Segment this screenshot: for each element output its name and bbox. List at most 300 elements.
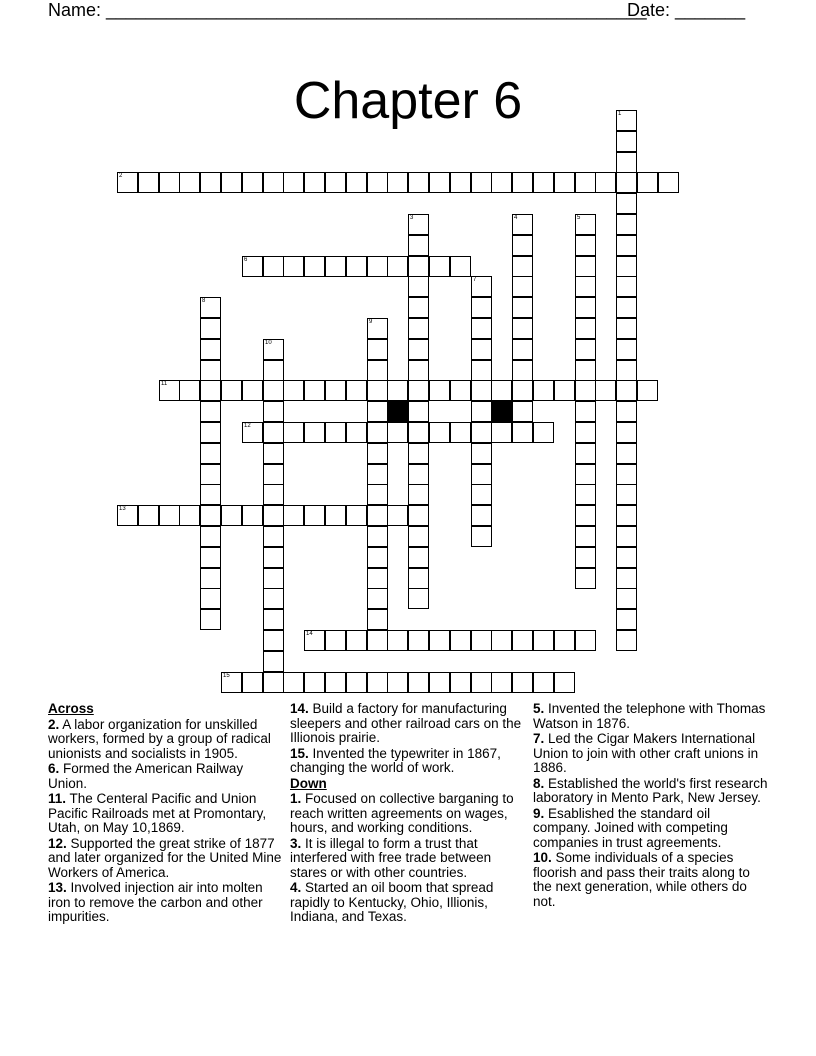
grid-cell[interactable] <box>616 318 637 339</box>
grid-cell[interactable] <box>408 505 429 526</box>
grid-cell[interactable] <box>367 339 388 360</box>
grid-cell[interactable] <box>367 630 388 651</box>
clue-number-label: 2 <box>119 173 123 179</box>
grid-cell[interactable] <box>242 672 263 693</box>
grid-cell[interactable] <box>304 630 325 651</box>
grid-cell[interactable] <box>616 110 637 131</box>
grid-cell[interactable] <box>200 609 221 630</box>
grid-cell[interactable] <box>512 380 533 401</box>
grid-cell[interactable] <box>512 235 533 256</box>
grid-cell[interactable] <box>512 401 533 422</box>
grid-cell[interactable] <box>242 422 263 443</box>
clue-number-label: 1 <box>618 111 622 117</box>
grid-cell[interactable] <box>512 360 533 381</box>
grid-cell[interactable] <box>512 339 533 360</box>
grid-cell[interactable] <box>575 339 596 360</box>
clue-text: Focused on collective barganing to reach written agreements on wages, hours, and working conditions. <box>290 791 514 835</box>
grid-cell[interactable] <box>200 568 221 589</box>
grid-cell[interactable] <box>616 505 637 526</box>
grid-cell[interactable] <box>263 588 284 609</box>
grid-cell[interactable] <box>512 672 533 693</box>
grid-cell[interactable] <box>367 401 388 422</box>
grid-cell[interactable] <box>221 380 242 401</box>
grid-cell[interactable] <box>200 339 221 360</box>
clue-text: Supported the great strike of 1877 and later organized for the United Mine Workers of America. <box>48 835 282 880</box>
grid-cell[interactable] <box>367 505 388 526</box>
grid-cell[interactable] <box>263 380 284 401</box>
grid-cell[interactable] <box>575 401 596 422</box>
clue-text: Esablished the standard oil company. Joined with competing companies in trust agreements. <box>533 805 728 850</box>
grid-cell[interactable] <box>242 505 263 526</box>
grid-cell[interactable] <box>367 609 388 630</box>
clue-number-label: 3 <box>410 215 414 221</box>
grid-cell[interactable] <box>325 630 346 651</box>
clue-across-12 <box>48 837 283 881</box>
clue-down-9 <box>533 807 768 851</box>
grid-cell[interactable] <box>471 380 492 401</box>
grid-cell[interactable] <box>533 630 554 651</box>
grid-cell[interactable] <box>138 505 159 526</box>
clue-down-4 <box>290 881 525 925</box>
grid-cell[interactable] <box>408 256 429 277</box>
grid-cell[interactable] <box>200 380 221 401</box>
grid-cell[interactable] <box>263 630 284 651</box>
grid-cell[interactable] <box>554 380 575 401</box>
grid-cell[interactable] <box>450 630 471 651</box>
grid-cell[interactable] <box>263 672 284 693</box>
grid-cell[interactable] <box>367 568 388 589</box>
grid-cell[interactable] <box>512 297 533 318</box>
grid-cell[interactable] <box>512 276 533 297</box>
grid-cell[interactable] <box>200 401 221 422</box>
grid-cell[interactable] <box>304 256 325 277</box>
clue-number: 15. <box>290 745 309 761</box>
grid-cell[interactable] <box>325 380 346 401</box>
grid-cell[interactable] <box>200 360 221 381</box>
grid-cell[interactable] <box>429 172 450 193</box>
grid-cell[interactable] <box>429 256 450 277</box>
grid-cell[interactable] <box>408 172 429 193</box>
grid-cell[interactable] <box>263 422 284 443</box>
clue-number: 2. <box>48 716 60 732</box>
grid-cell[interactable] <box>595 172 616 193</box>
grid-cell[interactable] <box>512 214 533 235</box>
grid-cell[interactable] <box>429 630 450 651</box>
clue-number: 14. <box>290 701 309 716</box>
grid-cell[interactable] <box>575 568 596 589</box>
grid-cell[interactable] <box>616 568 637 589</box>
grid-cell[interactable] <box>575 214 596 235</box>
grid-cell[interactable] <box>408 360 429 381</box>
grid-cell[interactable] <box>387 422 408 443</box>
grid-cell[interactable] <box>658 172 679 193</box>
clue-column-3 <box>533 702 768 910</box>
grid-cell[interactable] <box>471 505 492 526</box>
grid-cell[interactable] <box>367 547 388 568</box>
grid-cell[interactable] <box>346 172 367 193</box>
grid-cell[interactable] <box>408 339 429 360</box>
grid-cell[interactable] <box>159 505 180 526</box>
grid-cell[interactable] <box>491 380 512 401</box>
grid-cell[interactable] <box>616 443 637 464</box>
grid-cell[interactable] <box>367 380 388 401</box>
down-heading: Down <box>290 775 327 791</box>
grid-cell[interactable] <box>408 630 429 651</box>
grid-cell[interactable] <box>263 172 284 193</box>
grid-cell[interactable] <box>429 672 450 693</box>
grid-cell[interactable] <box>367 672 388 693</box>
grid-cell[interactable] <box>200 526 221 547</box>
grid-cell[interactable] <box>367 588 388 609</box>
grid-cell[interactable] <box>471 484 492 505</box>
grid-cell[interactable] <box>263 526 284 547</box>
grid-cell[interactable] <box>616 401 637 422</box>
grid-cell[interactable] <box>450 422 471 443</box>
clue-down-10 <box>533 851 768 909</box>
clue-number-label: 15 <box>223 673 230 679</box>
clue-text: Led the Cigar Makers International Union to join with other craft unions in 1886. <box>533 731 759 775</box>
grid-cell[interactable] <box>575 505 596 526</box>
grid-cell[interactable] <box>263 256 284 277</box>
grid-cell[interactable] <box>408 214 429 235</box>
clue-number-label: 14 <box>306 631 313 637</box>
grid-cell[interactable] <box>200 547 221 568</box>
grid-cell[interactable] <box>367 360 388 381</box>
grid-cell[interactable] <box>471 318 492 339</box>
grid-cell[interactable] <box>450 256 471 277</box>
grid-cell[interactable] <box>283 172 304 193</box>
grid-cell[interactable] <box>200 505 221 526</box>
grid-cell[interactable] <box>387 380 408 401</box>
grid-cell[interactable] <box>616 193 637 214</box>
grid-cell[interactable] <box>387 172 408 193</box>
grid-cell[interactable] <box>408 464 429 485</box>
grid-cell[interactable] <box>408 588 429 609</box>
grid-cell[interactable] <box>616 235 637 256</box>
grid-cell[interactable] <box>616 380 637 401</box>
grid-cell[interactable] <box>367 172 388 193</box>
clue-number: 7. <box>533 731 545 746</box>
clue-across-2 <box>48 718 283 762</box>
grid-cell[interactable] <box>408 526 429 547</box>
grid-cell[interactable] <box>471 401 492 422</box>
grid-cell[interactable] <box>471 339 492 360</box>
grid-cell[interactable] <box>387 505 408 526</box>
grid-cell[interactable] <box>512 318 533 339</box>
grid-cell[interactable] <box>616 214 637 235</box>
grid-cell[interactable] <box>616 630 637 651</box>
clue-number-label: 8 <box>202 298 206 304</box>
grid-cell[interactable] <box>471 360 492 381</box>
across-heading: Across <box>48 701 94 716</box>
grid-cell[interactable] <box>263 339 284 360</box>
grid-cell[interactable] <box>346 505 367 526</box>
clue-number-label: 10 <box>265 340 272 346</box>
grid-cell[interactable] <box>179 380 200 401</box>
grid-cell[interactable] <box>283 422 304 443</box>
grid-cell[interactable] <box>200 318 221 339</box>
grid-cell[interactable] <box>616 609 637 630</box>
grid-cell[interactable] <box>304 505 325 526</box>
grid-cell[interactable] <box>387 672 408 693</box>
grid-cell[interactable] <box>512 422 533 443</box>
grid-cell[interactable] <box>616 339 637 360</box>
grid-cell[interactable] <box>200 172 221 193</box>
grid-cell[interactable] <box>533 380 554 401</box>
grid-cell[interactable] <box>575 630 596 651</box>
clue-text: It is illegal to form a trust that interfered with free trade between stares or with other countries. <box>290 835 492 880</box>
grid-cell[interactable] <box>117 172 138 193</box>
grid-cell[interactable] <box>575 380 596 401</box>
name-line[interactable]: Name: ______________________________________________________ <box>48 0 647 20</box>
grid-cell[interactable] <box>616 256 637 277</box>
grid-cell[interactable] <box>138 172 159 193</box>
grid-cell[interactable] <box>304 380 325 401</box>
grid-cell[interactable] <box>575 526 596 547</box>
grid-cell[interactable] <box>200 443 221 464</box>
grid-cell[interactable] <box>179 505 200 526</box>
grid-cell[interactable] <box>325 672 346 693</box>
grid-cell[interactable] <box>221 505 242 526</box>
grid-cell[interactable] <box>408 422 429 443</box>
grid-cell[interactable] <box>450 172 471 193</box>
grid-cell[interactable] <box>637 380 658 401</box>
grid-cell[interactable] <box>575 484 596 505</box>
page-title: Chapter 6 <box>293 71 523 130</box>
grid-cell[interactable] <box>408 443 429 464</box>
grid-cell[interactable] <box>429 422 450 443</box>
grid-cell[interactable] <box>616 422 637 443</box>
grid-cell[interactable] <box>263 464 284 485</box>
clue-down-8 <box>533 777 768 806</box>
grid-cell[interactable] <box>263 505 284 526</box>
clue-down-5 <box>533 702 768 731</box>
clue-column-1 <box>48 702 283 926</box>
grid-cell[interactable] <box>575 172 596 193</box>
grid-cell[interactable] <box>512 256 533 277</box>
grid-cell[interactable] <box>575 297 596 318</box>
grid-cell[interactable] <box>242 380 263 401</box>
grid-cell[interactable] <box>429 380 450 401</box>
grid-cell[interactable] <box>263 484 284 505</box>
grid-cell[interactable] <box>346 672 367 693</box>
grid-cell[interactable] <box>325 422 346 443</box>
clue-number-label: 11 <box>161 381 168 387</box>
grid-cell[interactable] <box>263 568 284 589</box>
grid-cell[interactable] <box>575 422 596 443</box>
grid-cell[interactable] <box>200 588 221 609</box>
grid-cell[interactable] <box>408 568 429 589</box>
grid-cell[interactable] <box>408 276 429 297</box>
grid-cell[interactable] <box>325 172 346 193</box>
grid-cell[interactable] <box>575 464 596 485</box>
grid-cell[interactable] <box>304 422 325 443</box>
grid-cell[interactable] <box>554 172 575 193</box>
clue-text: Formed the American Railway Union. <box>48 761 244 791</box>
grid-cell[interactable] <box>616 172 637 193</box>
grid-cell[interactable] <box>325 256 346 277</box>
grid-cell[interactable] <box>283 672 304 693</box>
grid-cell[interactable] <box>346 380 367 401</box>
grid-cell[interactable] <box>637 172 658 193</box>
grid-cell[interactable] <box>471 630 492 651</box>
grid-cell[interactable] <box>533 422 554 443</box>
grid-cell[interactable] <box>387 630 408 651</box>
grid-cell[interactable] <box>450 672 471 693</box>
clue-number: 10. <box>533 850 552 865</box>
grid-cell[interactable] <box>200 422 221 443</box>
grid-cell[interactable] <box>616 464 637 485</box>
clue-text: Build a factory for manufacturing sleepers and other railroad cars on the Illionois prairie. <box>290 701 522 745</box>
grid-cell[interactable] <box>367 484 388 505</box>
grid-cell[interactable] <box>595 380 616 401</box>
grid-cell[interactable] <box>471 422 492 443</box>
grid-cell[interactable] <box>575 318 596 339</box>
grid-cell[interactable] <box>346 630 367 651</box>
clue-text: Some individuals of a species floorish and pass their traits along to the next generation, while others do not. <box>533 850 750 909</box>
grid-cell[interactable] <box>367 256 388 277</box>
grid-cell[interactable] <box>616 484 637 505</box>
grid-cell[interactable] <box>512 630 533 651</box>
grid-cell[interactable] <box>263 609 284 630</box>
grid-cell[interactable] <box>408 235 429 256</box>
grid-cell[interactable] <box>450 380 471 401</box>
grid-cell[interactable] <box>616 526 637 547</box>
grid-cell[interactable] <box>346 256 367 277</box>
clue-across-14 <box>290 702 525 746</box>
clue-across-11 <box>48 792 283 836</box>
clue-number-label: 13 <box>119 506 126 512</box>
clue-number: 5. <box>533 701 545 716</box>
grid-cell[interactable] <box>221 172 242 193</box>
grid-cell[interactable] <box>408 297 429 318</box>
grid-cell[interactable] <box>491 672 512 693</box>
grid-cell[interactable] <box>408 672 429 693</box>
grid-cell[interactable] <box>367 443 388 464</box>
grid-cell[interactable] <box>200 464 221 485</box>
grid-cell[interactable] <box>242 256 263 277</box>
clue-number: 3. <box>290 835 302 851</box>
clue-number-label: 4 <box>514 215 518 221</box>
grid-cell[interactable] <box>304 672 325 693</box>
grid-cell[interactable] <box>554 630 575 651</box>
clue-text: Invented the telephone with Thomas Watson in 1876. <box>533 701 766 731</box>
grid-cell[interactable] <box>283 380 304 401</box>
grid-cell[interactable] <box>616 360 637 381</box>
grid-cell[interactable] <box>471 276 492 297</box>
grid-cell[interactable] <box>283 256 304 277</box>
grid-cell[interactable] <box>616 297 637 318</box>
grid-cell[interactable] <box>346 422 367 443</box>
clue-number-label: 6 <box>244 257 248 263</box>
grid-cell[interactable] <box>491 172 512 193</box>
grid-cell[interactable] <box>263 360 284 381</box>
grid-cell[interactable] <box>575 235 596 256</box>
grid-cell[interactable] <box>471 526 492 547</box>
clue-column-2 <box>290 702 525 926</box>
grid-cell[interactable] <box>575 360 596 381</box>
grid-cell[interactable] <box>159 172 180 193</box>
grid-cell[interactable] <box>491 422 512 443</box>
grid-cell[interactable] <box>408 484 429 505</box>
grid-cell[interactable] <box>471 672 492 693</box>
grid-cell[interactable] <box>408 380 429 401</box>
clue-number: 12. <box>48 835 67 851</box>
date-line[interactable]: Date: _______ <box>627 0 746 20</box>
grid-cell[interactable] <box>554 672 575 693</box>
grid-cell[interactable] <box>367 464 388 485</box>
grid-cell[interactable] <box>200 297 221 318</box>
grid-cell[interactable] <box>575 256 596 277</box>
grid-cell[interactable] <box>616 131 637 152</box>
grid-cell[interactable] <box>367 526 388 547</box>
grid-cell[interactable] <box>263 547 284 568</box>
grid-cell[interactable] <box>575 443 596 464</box>
clue-number-label: 5 <box>577 215 581 221</box>
clue-number: 11. <box>48 791 67 806</box>
grid-cell[interactable] <box>408 318 429 339</box>
grid-cell[interactable] <box>491 630 512 651</box>
grid-cell[interactable] <box>616 547 637 568</box>
clue-number: 6. <box>48 761 60 776</box>
clue-number: 1. <box>290 791 302 806</box>
grid-cell[interactable] <box>325 505 346 526</box>
grid-cell[interactable] <box>179 172 200 193</box>
grid-cell[interactable] <box>283 505 304 526</box>
grid-cell[interactable] <box>575 547 596 568</box>
grid-cell[interactable] <box>367 422 388 443</box>
grid-cell[interactable] <box>616 276 637 297</box>
grid-cell[interactable] <box>408 547 429 568</box>
clue-across-15 <box>290 747 525 776</box>
grid-cell[interactable] <box>471 443 492 464</box>
clue-across-13 <box>48 881 283 925</box>
grid-cell[interactable] <box>367 318 388 339</box>
clue-text: Established the world's first research laboratory in Mento Park, New Jersey. <box>533 775 768 805</box>
clue-number-label: 9 <box>369 319 373 325</box>
grid-cell[interactable] <box>387 256 408 277</box>
clue-number: 8. <box>533 775 545 791</box>
grid-cell[interactable] <box>616 152 637 173</box>
grid-cell[interactable] <box>221 672 242 693</box>
grid-cell[interactable] <box>533 172 554 193</box>
grid-cell[interactable] <box>159 380 180 401</box>
clue-text: Started an oil boom that spread rapidly to Kentucky, Ohio, Illionis, Indiana, and Texas. <box>290 880 494 924</box>
grid-cell[interactable] <box>575 276 596 297</box>
grid-cell[interactable] <box>263 443 284 464</box>
clue-number: 4. <box>290 880 302 895</box>
clue-down-1 <box>290 792 525 836</box>
grid-cell[interactable] <box>533 672 554 693</box>
grid-cell[interactable] <box>263 401 284 422</box>
grid-cell[interactable] <box>471 172 492 193</box>
clue-number: 13. <box>48 880 67 895</box>
grid-cell[interactable] <box>471 464 492 485</box>
grid-cell[interactable] <box>512 172 533 193</box>
clue-text: Involved injection air into molten iron to remove the carbon and other impurities. <box>48 880 263 924</box>
grid-cell[interactable] <box>200 484 221 505</box>
black-cell <box>491 401 512 422</box>
grid-cell[interactable] <box>408 401 429 422</box>
grid-cell[interactable] <box>304 172 325 193</box>
grid-cell[interactable] <box>471 297 492 318</box>
grid-cell[interactable] <box>263 651 284 672</box>
clue-text: The Centeral Pacific and Union Pacific Railroads met at Promontary, Utah, on May 10,1869. <box>48 791 267 835</box>
grid-cell[interactable] <box>242 172 263 193</box>
clue-text: Invented the typewriter in 1867, changing the world of work. <box>290 745 501 775</box>
grid-cell[interactable] <box>117 505 138 526</box>
grid-cell[interactable] <box>616 588 637 609</box>
